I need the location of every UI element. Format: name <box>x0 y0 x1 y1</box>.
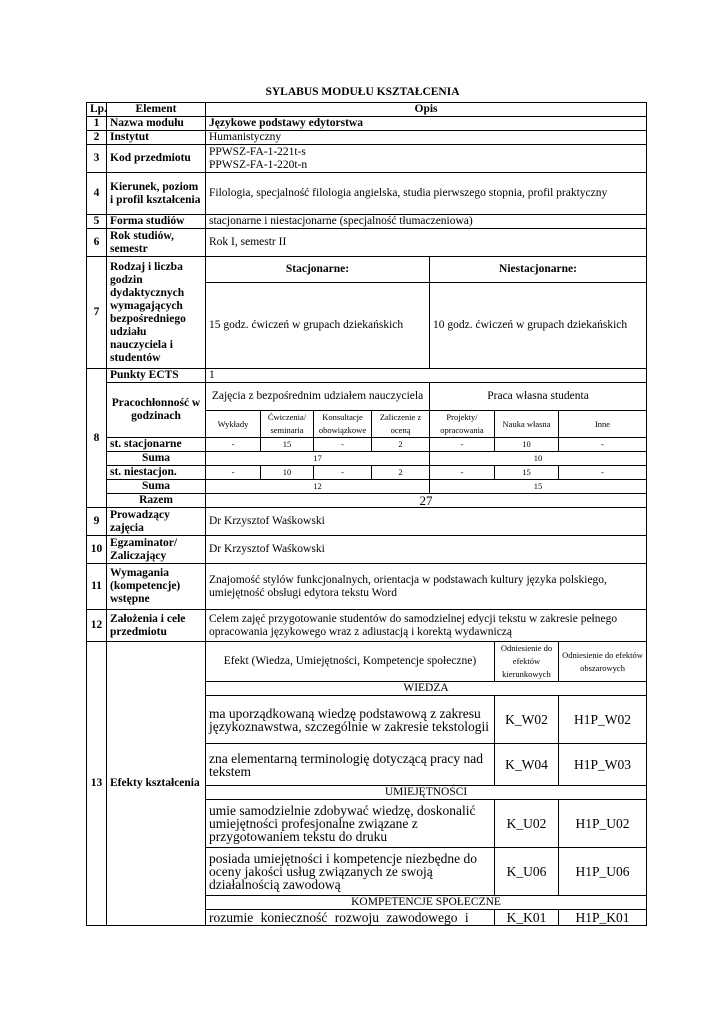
part-time-hours: 10 godz. ćwiczeń w grupach dziekańskich <box>430 283 647 369</box>
directional-code: K_W02 <box>495 696 559 744</box>
row-element: Instytut <box>107 131 206 145</box>
row-value: Filologia, specjalność filologia angielska, studia pierwszego stopnia, profil praktyczny <box>206 173 647 215</box>
category-label: UMIEJĘTNOŚCI <box>206 786 647 800</box>
stationary-hours: 15 godz. ćwiczeń w grupach dziekańskich <box>206 283 430 369</box>
cell: 10 <box>261 466 314 480</box>
row-9 <box>87 508 647 536</box>
row-8-total <box>87 494 647 508</box>
row-element: Kierunek, poziom i profil kształcenia <box>107 173 206 215</box>
row-element: Założenia i cele przedmiotu <box>107 610 206 642</box>
category-label: KOMPETENCJE SPOŁECZNE <box>206 896 647 910</box>
area-code: H1P_K01 <box>559 910 647 926</box>
part-time-row-label: st. niestacjon. <box>107 466 206 480</box>
sum-label: Suma <box>107 480 206 494</box>
row-4 <box>87 173 647 215</box>
self-study-header: Praca własna studenta <box>430 383 647 411</box>
col-header: Wykłady <box>206 411 261 438</box>
area-col-header: Odniesienie do efektów obszarowych <box>559 642 647 682</box>
classes-header: Zajęcia z bezpośrednim udziałem nauczyciela <box>206 383 430 411</box>
part-time-label: Niestacjonarne: <box>430 257 647 283</box>
row-value <box>206 145 647 173</box>
effect-text: rozumie konieczność rozwoju zawodowego i <box>206 910 495 926</box>
cell: 15 <box>261 438 314 452</box>
sum-classes: 12 <box>206 480 430 494</box>
row-8-part-time-sum <box>87 480 647 494</box>
row-10 <box>87 536 647 564</box>
effect-text: zna elementarną terminologię dotyczącą pracy nad tekstem <box>206 744 495 786</box>
cell: 15 <box>495 466 559 480</box>
col-header: Inne <box>559 411 647 438</box>
cell: 2 <box>372 438 430 452</box>
row-11 <box>87 564 647 610</box>
row-value: Językowe podstawy edytorstwa <box>206 117 647 131</box>
total-value: 27 <box>206 494 647 508</box>
category-label: WIEDZA <box>206 682 647 696</box>
directional-code: K_K01 <box>495 910 559 926</box>
ects-label: Punkty ECTS <box>107 369 206 383</box>
row-element: Wymagania (kompetencje) wstępne <box>107 564 206 610</box>
document-title: SYLABUS MODUŁU KSZTAŁCENIA <box>265 86 460 98</box>
row-3 <box>87 145 647 173</box>
col-header: Zaliczenie z oceną <box>372 411 430 438</box>
row-number: 8 <box>87 369 107 508</box>
effect-text: posiada umiejętności i kompetencje niezbędne do oceny jakości usług związanych ze swoją działalnością zawodową <box>206 848 495 896</box>
row-8-part-time <box>87 466 647 480</box>
row-value: Rok I, semestr II <box>206 229 647 257</box>
effect-text: ma uporządkowaną wiedzę podstawową z zakresu językoznawstwa, szczególnie w zakresie tekstologii <box>206 696 495 744</box>
col-header: Nauka własna <box>495 411 559 438</box>
row-element: Forma studiów <box>107 215 206 229</box>
cell: 10 <box>495 438 559 452</box>
row-number: 9 <box>87 508 107 536</box>
sum-label: Suma <box>107 452 206 466</box>
row-6 <box>87 229 647 257</box>
sum-self-study: 10 <box>430 452 647 466</box>
course-code-part-time: PPWSZ-FA-1-220t-n <box>209 158 308 171</box>
row-element: Prowadzący zajęcia <box>107 508 206 536</box>
row-value: stacjonarne i niestacjonarne (specjalność tłumaczeniowa) <box>206 215 647 229</box>
cell: 2 <box>372 466 430 480</box>
directional-code: K_U06 <box>495 848 559 896</box>
cell: - <box>559 466 647 480</box>
row-number: 7 <box>87 257 107 369</box>
sum-classes: 17 <box>206 452 430 466</box>
area-code: H1P_U02 <box>559 800 647 848</box>
row-number: 4 <box>87 173 107 215</box>
row-element: Nazwa modułu <box>107 117 206 131</box>
row-7-labels <box>87 257 647 283</box>
ects-value: 1 <box>206 369 647 383</box>
col-header: Projekty/ opracowania <box>430 411 495 438</box>
header-lp: Lp. <box>87 103 107 117</box>
directional-col-header: Odniesienie do efektów kierunkowych <box>495 642 559 682</box>
directional-code: K_U02 <box>495 800 559 848</box>
cell: - <box>314 438 372 452</box>
area-code: H1P_U06 <box>559 848 647 896</box>
cell: - <box>430 438 495 452</box>
row-number: 13 <box>87 642 107 926</box>
row-number: 12 <box>87 610 107 642</box>
syllabus-table <box>86 102 647 926</box>
table-header-row <box>87 103 647 117</box>
col-header: Konsultacje obowiązkowe <box>314 411 372 438</box>
row-element: Rodzaj i liczba godzin dydaktycznych wymagających bezpośredniego udziału nauczyciela i studentów <box>107 257 206 369</box>
directional-code: K_W04 <box>495 744 559 786</box>
row-value: Dr Krzysztof Waśkowski <box>206 536 647 564</box>
col-header: Ćwiczenia/ seminaria <box>261 411 314 438</box>
row-number: 3 <box>87 145 107 173</box>
row-number: 11 <box>87 564 107 610</box>
row-5 <box>87 215 647 229</box>
row-8-stationary <box>87 438 647 452</box>
stationary-row-label: st. stacjonarne <box>107 438 206 452</box>
row-value: Znajomość stylów funkcjonalnych, orientacja w podstawach kultury języka polskiego, umiejętność obsługi edytora tekstu Word <box>206 564 647 610</box>
sum-self-study: 15 <box>430 480 647 494</box>
row-8-ects <box>87 369 647 383</box>
row-value: Humanistyczny <box>206 131 647 145</box>
row-number: 2 <box>87 131 107 145</box>
cell: - <box>430 466 495 480</box>
row-number: 5 <box>87 215 107 229</box>
row-element: Egzaminator/ Zaliczający <box>107 536 206 564</box>
effect-col-header: Efekt (Wiedza, Umiejętności, Kompetencje społeczne) <box>206 642 495 682</box>
effect-text: umie samodzielnie zdobywać wiedzę, doskonalić umiejętności profesjonalne związane z przygotowaniem tekstu do druku <box>206 800 495 848</box>
row-2 <box>87 131 647 145</box>
stationary-label: Stacjonarne: <box>206 257 430 283</box>
row-number: 10 <box>87 536 107 564</box>
total-label: Razem <box>107 494 206 508</box>
course-code-stationary: PPWSZ-FA-1-221t-s <box>209 145 306 158</box>
workload-label: Pracochłonność w godzinach <box>107 383 206 438</box>
cell: - <box>559 438 647 452</box>
row-12 <box>87 610 647 642</box>
row-8-group-headers <box>87 383 647 411</box>
row-value: Celem zajęć przygotowanie studentów do samodzielnej edycji tekstu w zakresie pełnego opracowania językowego wraz z adiustacją i korektą wydawniczą <box>206 610 647 642</box>
row-element: Rok studiów, semestr <box>107 229 206 257</box>
row-number: 6 <box>87 229 107 257</box>
row-1 <box>87 117 647 131</box>
cell: - <box>206 438 261 452</box>
row-number: 1 <box>87 117 107 131</box>
row-value: Dr Krzysztof Waśkowski <box>206 508 647 536</box>
row-element: Kod przedmiotu <box>107 145 206 173</box>
header-opis: Opis <box>206 103 647 117</box>
row-13-headers <box>87 642 647 682</box>
cell: - <box>206 466 261 480</box>
area-code: H1P_W03 <box>559 744 647 786</box>
row-element: Efekty kształcenia <box>107 642 206 926</box>
row-8-stationary-sum <box>87 452 647 466</box>
area-code: H1P_W02 <box>559 696 647 744</box>
header-element: Element <box>107 103 206 117</box>
cell: - <box>314 466 372 480</box>
